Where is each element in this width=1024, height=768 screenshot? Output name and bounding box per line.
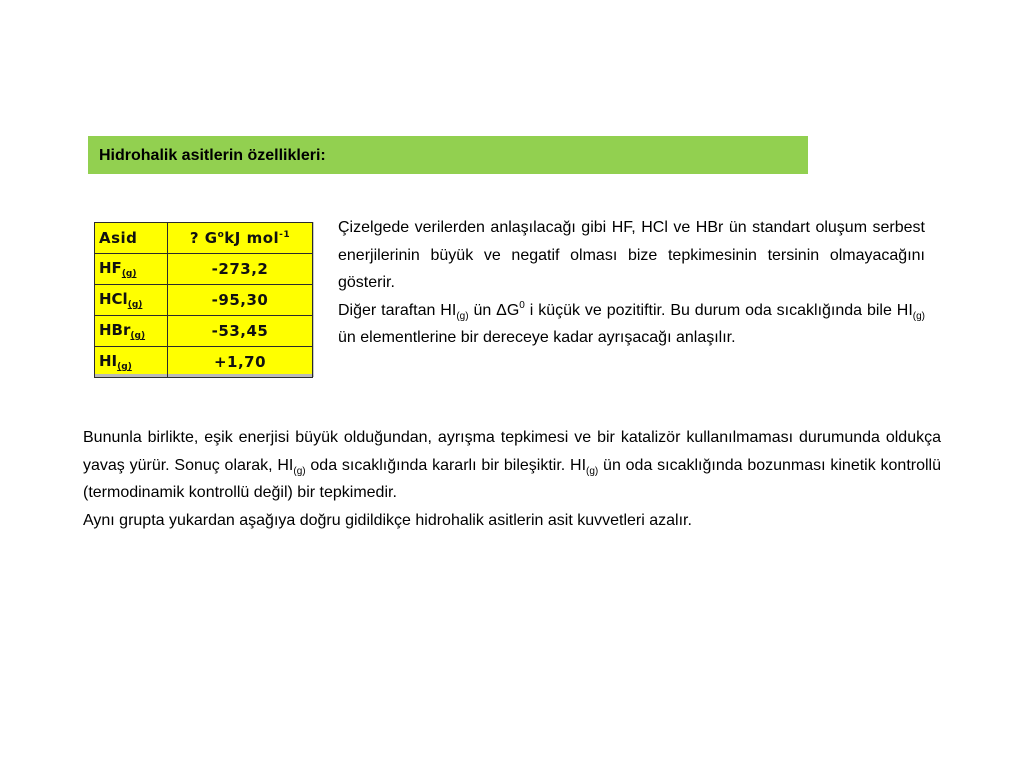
right-paragraph-1: Çizelgede verilerden anlaşılacağı gibi HF, HCl ve HBr ün standart oluşum serbest enerjilerinin büyük ve negatif olması bize tepkimesinin tersinin olmayacağını gösterir.: [338, 219, 925, 291]
bottom-text-block: [83, 424, 941, 534]
table-cell-name: HBr$_{(g)}$: [95, 316, 168, 347]
table-cell-name: $HF_{(g)}$: [95, 254, 168, 285]
table-cell-value: -95,30: [168, 285, 313, 316]
slide-title: Hidrohalik asitlerin özellikleri:: [99, 147, 326, 164]
table-cell-value: -53,45: [168, 316, 313, 347]
right-text-block: [338, 214, 925, 352]
table-cell-value: -273,2: [168, 254, 313, 285]
bottom-paragraph-1: Bununla birlikte, eşik enerjisi büyük olduğundan, ayrışma tepkimesi ve bir katalizör kullanılmaması durumunda oldukça yavaş yürür. Sonuç olarak, $HI_{(g)}$ oda sıcaklığında kararlı bir bileşiktir. $HI_{(g)}$ ün oda sıcaklığında bozunması kinetik kontrollü (termodinamik kontrollü değil) bir tepkimedir.: [83, 429, 941, 501]
table-row: [95, 285, 313, 316]
table-cell-name: HCl$_{(g)}$: [95, 285, 168, 316]
table-cell-value: +1,70: [168, 347, 313, 378]
table-header-row: [95, 223, 313, 254]
slide-title-bar: [88, 136, 808, 174]
asid-table-image: [94, 222, 314, 377]
table-row: [95, 254, 313, 285]
header-delta-g: ? $G^okJ$ mol$^{-1}$: [168, 223, 313, 254]
table-row: [95, 316, 313, 347]
bottom-paragraph-2: Aynı grupta yukardan aşağıya doğru gidildikçe hidrohalik asitlerin asit kuvvetleri azalır.: [83, 511, 692, 529]
header-asid: Asid: [95, 223, 168, 254]
table-row: [95, 347, 313, 378]
table-cell-name: $HI_{(g)}$: [95, 347, 168, 378]
right-paragraph-2: Diğer taraftan $HI_{(g)}$ ün $\Delta G^0$ i küçük ve pozitiftir. Bu durum oda sıcaklığında bile $HI_{(g)}$ ün elementlerine bir dereceye kadar ayrışacağı anlaşılır.: [338, 299, 925, 346]
asid-table: [94, 222, 313, 378]
